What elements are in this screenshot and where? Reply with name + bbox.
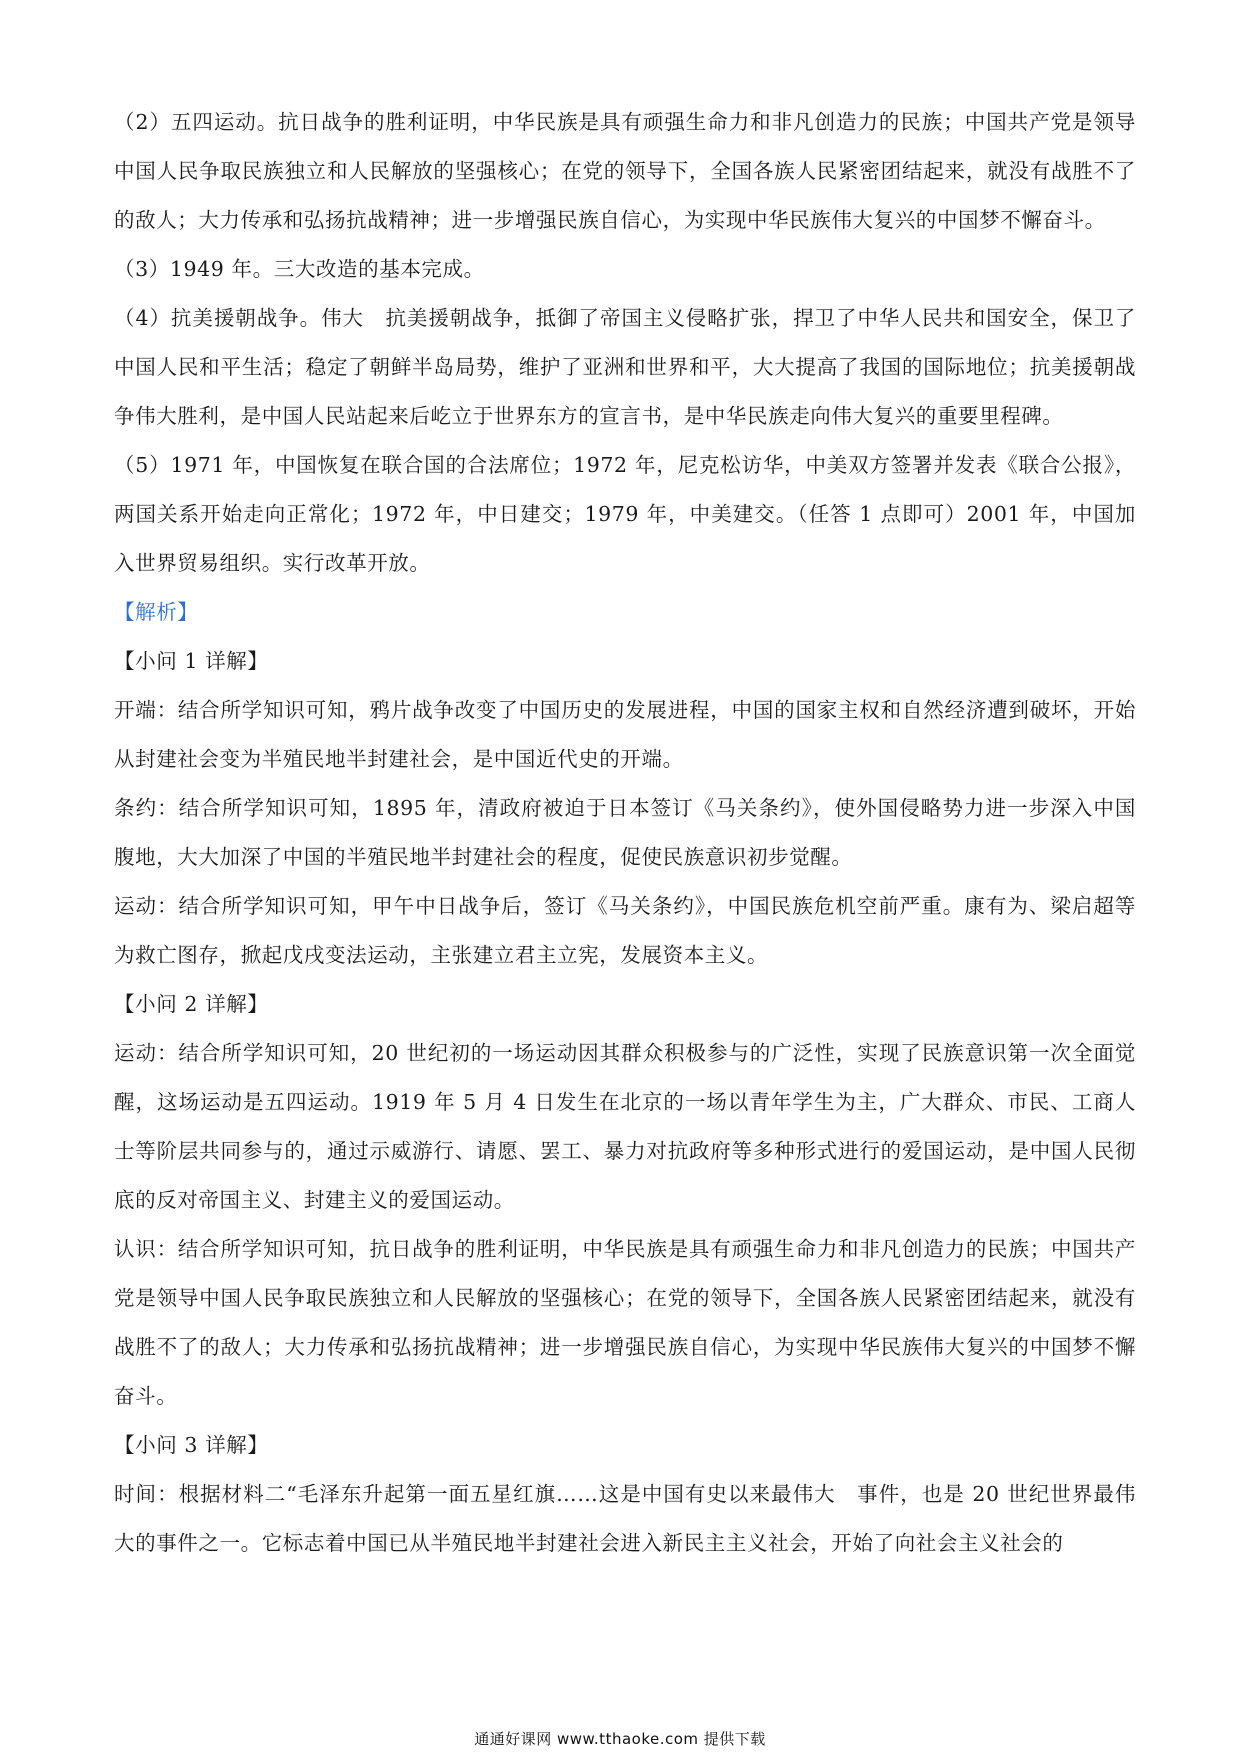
detail-understanding: 认识：结合所学知识可知，抗日战争的胜利证明，中华民族是具有顽强生命力和非凡创造力的民族；中国共产党是领导中国人民争取民族独立和人民解放的坚强核心；在党的领导下，全国各族人民紧密团结起来，就没有战胜不了的敌人；大力传承和弘扬抗战精神；进一步增强民族自信心，为实现中华民族伟大复兴的中国梦不懈奋斗。	[114, 1237, 1136, 1408]
answer-paragraph-5: （5）1971 年，中国恢复在联合国的合法席位；1972 年，尼克松访华，中美双方签署并发表《联合公报》，两国关系开始走向正常化；1972 年，中日建交；1979 年，中美建交。（任答 1 点即可）2001 年，中国加入世界贸易组织。实行改革开放。	[114, 453, 1137, 575]
page-footer: 通通好课网 www.tthaoke.com 提供下载	[474, 1730, 766, 1748]
detail-movement-1: 运动：结合所学知识可知，甲午中日战争后，签订《马关条约》，中国民族危机空前严重。康有为、梁启超等为救亡图存，掀起戊戌变法运动，主张建立君主立宪，发展资本主义。	[114, 894, 1136, 967]
answer-paragraph-3: （3）1949 年。三大改造的基本完成。	[114, 257, 485, 281]
analysis-heading: 【解析】	[114, 600, 199, 624]
subquestion-3-heading: 【小问 3 详解】	[114, 1433, 269, 1457]
subquestion-1-heading: 【小问 1 详解】	[114, 649, 269, 673]
answer-paragraph-2: （2）五四运动。抗日战争的胜利证明，中华民族是具有顽强生命力和非凡创造力的民族；中国共产党是领导中国人民争取民族独立和人民解放的坚强核心；在党的领导下，全国各族人民紧密团结起来，就没有战胜不了的敌人；大力传承和弘扬抗战精神；进一步增强民族自信心，为实现中华民族伟大复兴的中国梦不懈奋斗。	[114, 110, 1136, 232]
subquestion-2-heading: 【小问 2 详解】	[114, 992, 269, 1016]
detail-treaty: 条约：结合所学知识可知，1895 年，清政府被迫于日本签订《马关条约》，使外国侵略势力进一步深入中国腹地，大大加深了中国的半殖民地半封建社会的程度，促使民族意识初步觉醒。	[114, 796, 1136, 869]
detail-movement-2: 运动：结合所学知识可知，20 世纪初的一场运动因其群众积极参与的广泛性，实现了民族意识第一次全面觉醒，这场运动是五四运动。1919 年 5 月 4 日发生在北京的一场以青年学生为主，广大群众、市民、工商人士等阶层共同参与的，通过示威游行、请愿、罢工、暴力对抗政府等多种形式进行的爱国运动，是中国人民彻底的反对帝国主义、封建主义的爱国运动。	[114, 1041, 1136, 1212]
detail-opening: 开端：结合所学知识可知，鸦片战争改变了中国历史的发展进程，中国的国家主权和自然经济遭到破坏，开始从封建社会变为半殖民地半封建社会，是中国近代史的开端。	[114, 698, 1136, 771]
detail-time: 时间：根据材料二“毛泽东升起第一面五星红旗……这是中国有史以来最伟大 事件，也是 20 世纪世界最伟大的事件之一。它标志着中国已从半殖民地半封建社会进入新民主主义社会，开始了向社会主义社会的	[114, 1482, 1136, 1555]
document-body	[114, 98, 1136, 1568]
answer-paragraph-4: （4）抗美援朝战争。伟大 抗美援朝战争，抵御了帝国主义侵略扩张，捍卫了中华人民共和国安全，保卫了中国人民和平生活；稳定了朝鲜半岛局势，维护了亚洲和世界和平，大大提高了我国的国际地位；抗美援朝战争伟大胜利，是中国人民站起来后屹立于世界东方的宣言书，是中华民族走向伟大复兴的重要里程碑。	[114, 306, 1136, 428]
